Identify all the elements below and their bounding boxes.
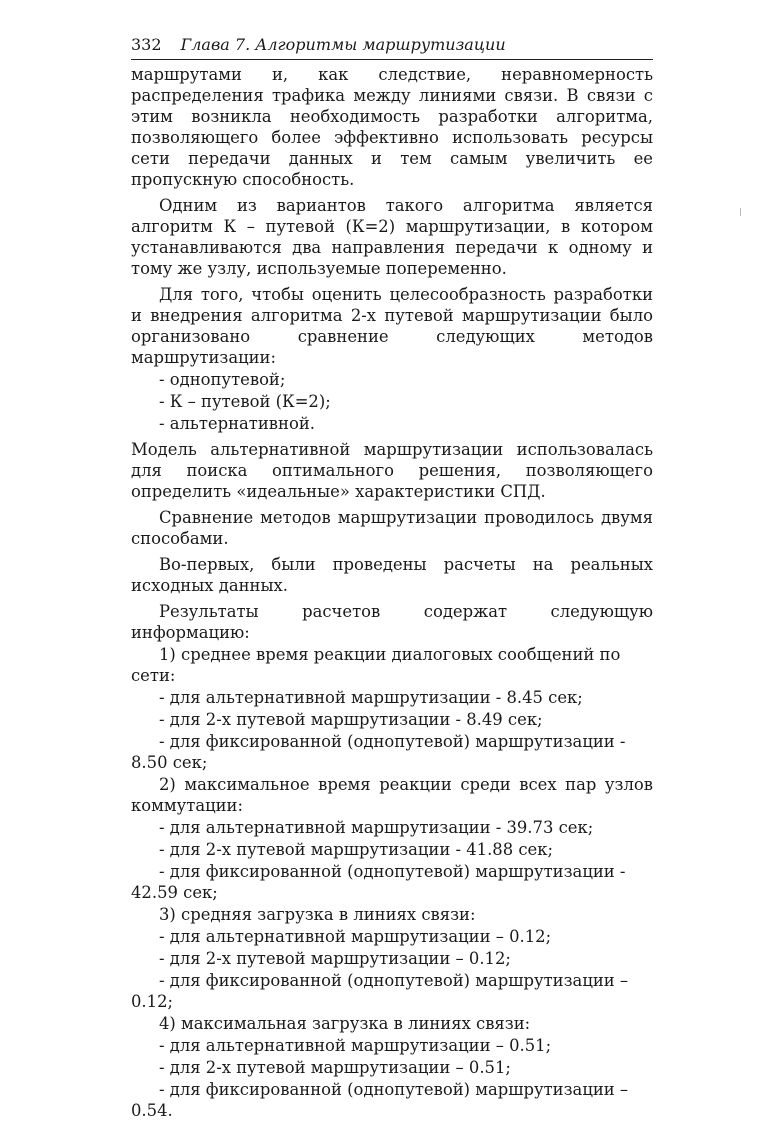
section-1-item-2: - для 2-х путевой маршрутизации - 8.49 сек; [159,710,543,729]
running-header [131,35,653,60]
section-3-title: 3) средняя загрузка в линиях связи: [159,905,476,924]
section-4-item-1: - для альтернативной маршрутизации – 0.51; [159,1036,552,1055]
section-2-item-2: - для 2-х путевой маршрутизации - 41.88 сек; [159,840,554,859]
list-item-method-2: - К – путевой (К=2); [159,392,331,411]
section-3-item-1: - для альтернативной маршрутизации – 0.12; [159,927,552,946]
section-2-item-3: - для фиксированной (однопутевой) маршрутизации - 42.59 сек; [131,862,626,902]
paragraph-2: Одним из вариантов такого алгоритма является алгоритм К – путевой (К=2) маршрутизации, в котором устанавливаются два направления передачи к одному и тому же узлу, используемые попеременно. [131,196,653,278]
section-4-item-2: - для 2-х путевой маршрутизации – 0.51; [159,1058,511,1077]
section-4-item-3: - для фиксированной (однопутевой) маршрутизации – 0.54. [131,1080,629,1120]
page-number: 332 [131,35,162,54]
paragraph-4: Модель альтернативной маршрутизации использовалась для поиска оптимального решения, позволяющего определить «идеальные» характеристики СПД. [131,440,653,501]
section-3-item-3: - для фиксированной (однопутевой) маршрутизации – 0.12; [131,971,629,1011]
paragraph-5: Сравнение методов маршрутизации проводилось двумя способами. [131,508,653,548]
section-4-title: 4) максимальная загрузка в линиях связи: [159,1014,531,1033]
list-item-method-1: - однопутевой; [159,370,286,389]
section-1-item-3: - для фиксированной (однопутевой) маршрутизации - 8.50 сек; [131,732,626,772]
section-1-title: 1) среднее время реакции диалоговых сообщений по сети: [131,645,621,685]
chapter-title: Глава 7. Алгоритмы маршрутизации [180,35,506,54]
page-body [131,64,653,1121]
section-2-item-1: - для альтернативной маршрутизации - 39.73 сек; [159,818,594,837]
section-2-title: 2) максимальное время реакции среди всех пар узлов коммутации: [131,775,653,815]
section-3-item-2: - для 2-х путевой маршрутизации – 0.12; [159,949,511,968]
margin-mark [740,208,741,216]
paragraph-6: Во-первых, были проведены расчеты на реальных исходных данных. [131,555,653,595]
section-1-item-1: - для альтернативной маршрутизации - 8.45 сек; [159,688,583,707]
paragraph-1: маршрутами и, как следствие, неравномерность распределения трафика между линиями связи. В связи с этим возникла необходимость разработки алгоритма, позволяющего более эффективно использовать ресурсы сети передачи данных и тем самым увеличить ее пропускную способность. [131,65,653,189]
list-item-method-3: - альтернативной. [159,414,315,433]
paragraph-7: Результаты расчетов содержат следующую информацию: [131,602,653,642]
paragraph-3: Для того, чтобы оценить целесообразность разработки и внедрения алгоритма 2-х путевой маршрутизации было организовано сравнение следующих методов маршрутизации: [131,285,653,367]
